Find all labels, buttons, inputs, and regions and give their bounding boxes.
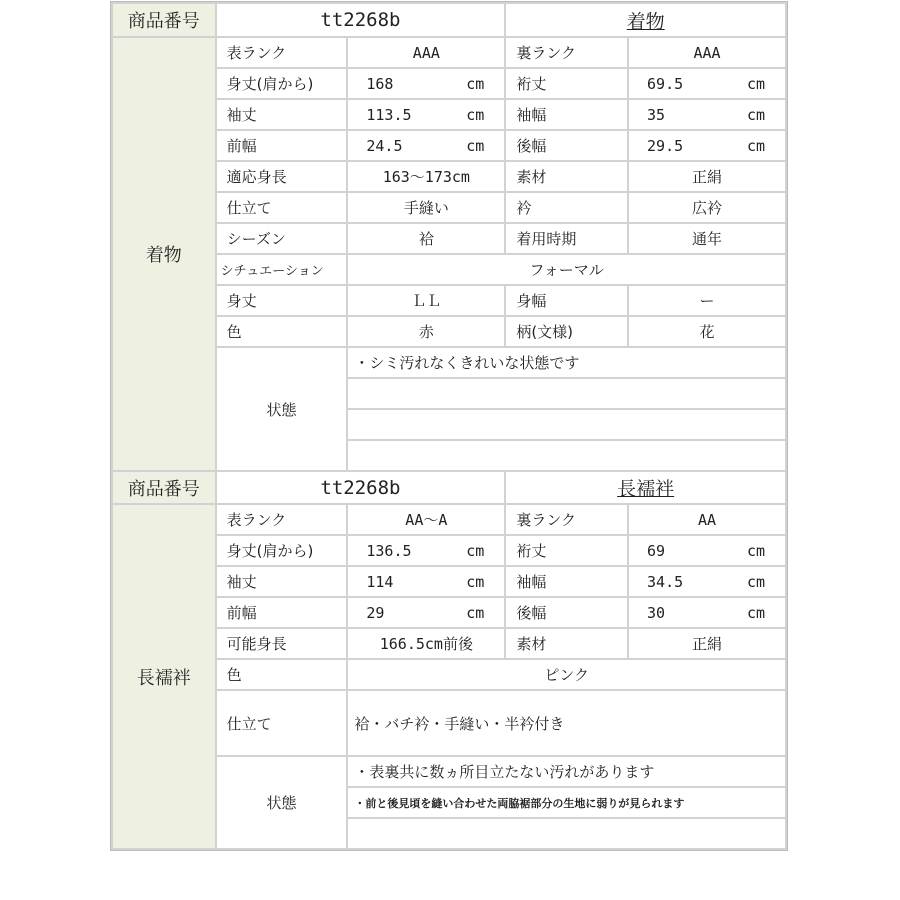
spec-value: 広衿 <box>628 192 786 223</box>
spec-label: 前幅 <box>216 130 348 161</box>
status-label: 状態 <box>216 756 348 849</box>
spec-value: AA <box>628 504 786 535</box>
spec-label: 色 <box>216 316 348 347</box>
item-type-title: 長襦袢 <box>505 471 786 504</box>
spec-value: ピンク <box>347 659 786 690</box>
spec-label: 身丈 <box>216 285 348 316</box>
product-number-label: 商品番号 <box>112 3 216 37</box>
spec-value: AA～A <box>347 504 505 535</box>
spec-value: 花 <box>628 316 786 347</box>
spec-value: 35 cm <box>628 99 786 130</box>
product-number: tt2268b <box>216 471 506 504</box>
spec-label: 前幅 <box>216 597 348 628</box>
status-note-empty <box>347 378 786 409</box>
spec-label: 袖幅 <box>505 566 628 597</box>
spec-label: 裄丈 <box>505 68 628 99</box>
spec-label: 仕立て <box>216 690 348 756</box>
spec-value: 29 cm <box>347 597 505 628</box>
spec-label: 柄(文様) <box>505 316 628 347</box>
spec-label: 衿 <box>505 192 628 223</box>
spec-value: 24.5 cm <box>347 130 505 161</box>
spec-value: 163～173cm <box>347 161 505 192</box>
spec-value: フォーマル <box>347 254 786 285</box>
spec-label: 表ランク <box>216 37 348 68</box>
spec-label: 可能身長 <box>216 628 348 659</box>
spec-label: 仕立て <box>216 192 348 223</box>
status-note: ・表裏共に数ヵ所目立たない汚れがあります <box>347 756 786 787</box>
item-type-title: 着物 <box>505 3 786 37</box>
status-note: ・シミ汚れなくきれいな状態です <box>347 347 786 378</box>
spec-value: 166.5cm前後 <box>347 628 505 659</box>
status-note-empty <box>347 409 786 440</box>
spec-label: 身幅 <box>505 285 628 316</box>
spec-value: 手縫い <box>347 192 505 223</box>
spec-label: 身丈(肩から) <box>216 68 348 99</box>
spec-value: 113.5 cm <box>347 99 505 130</box>
status-note: ・前と後見頃を縫い合わせた両脇裾部分の生地に弱りが見られます <box>347 787 786 818</box>
spec-label: 後幅 <box>505 130 628 161</box>
spec-label: 適応身長 <box>216 161 348 192</box>
spec-label: 裏ランク <box>505 37 628 68</box>
spec-value: 通年 <box>628 223 786 254</box>
spec-label: 着用時期 <box>505 223 628 254</box>
spec-label: 後幅 <box>505 597 628 628</box>
spec-value: AAA <box>347 37 505 68</box>
spec-value: ー <box>628 285 786 316</box>
spec-label: 身丈(肩から) <box>216 535 348 566</box>
section-label: 長襦袢 <box>112 504 216 849</box>
status-note-empty <box>347 818 786 849</box>
spec-value: 袷 <box>347 223 505 254</box>
spec-value: 正絹 <box>628 628 786 659</box>
spec-value: 29.5 cm <box>628 130 786 161</box>
spec-label: 袖丈 <box>216 566 348 597</box>
spec-value: 69 cm <box>628 535 786 566</box>
spec-value: 赤 <box>347 316 505 347</box>
product-number-label: 商品番号 <box>112 471 216 504</box>
spec-value: 30 cm <box>628 597 786 628</box>
product-number: tt2268b <box>216 3 506 37</box>
status-label: 状態 <box>216 347 348 471</box>
spec-label: 表ランク <box>216 504 348 535</box>
spec-value: 69.5 cm <box>628 68 786 99</box>
spec-value: 袷・バチ衿・手縫い・半衿付き <box>347 690 786 756</box>
spec-value: 正絹 <box>628 161 786 192</box>
spec-label: 袖幅 <box>505 99 628 130</box>
product-spec-sheet <box>110 1 788 851</box>
kimono-table <box>111 2 787 850</box>
spec-label: シーズン <box>216 223 348 254</box>
spec-value: 114 cm <box>347 566 505 597</box>
spec-label: 素材 <box>505 628 628 659</box>
status-note-empty <box>347 440 786 471</box>
spec-value: 168 cm <box>347 68 505 99</box>
spec-value: ＬＬ <box>347 285 505 316</box>
spec-label: シチュエーション <box>216 254 348 285</box>
spec-label: 素材 <box>505 161 628 192</box>
spec-label: 裏ランク <box>505 504 628 535</box>
section-label: 着物 <box>112 37 216 471</box>
spec-label: 裄丈 <box>505 535 628 566</box>
spec-value: 34.5 cm <box>628 566 786 597</box>
spec-value: 136.5 cm <box>347 535 505 566</box>
spec-label: 色 <box>216 659 348 690</box>
spec-label: 袖丈 <box>216 99 348 130</box>
spec-value: AAA <box>628 37 786 68</box>
